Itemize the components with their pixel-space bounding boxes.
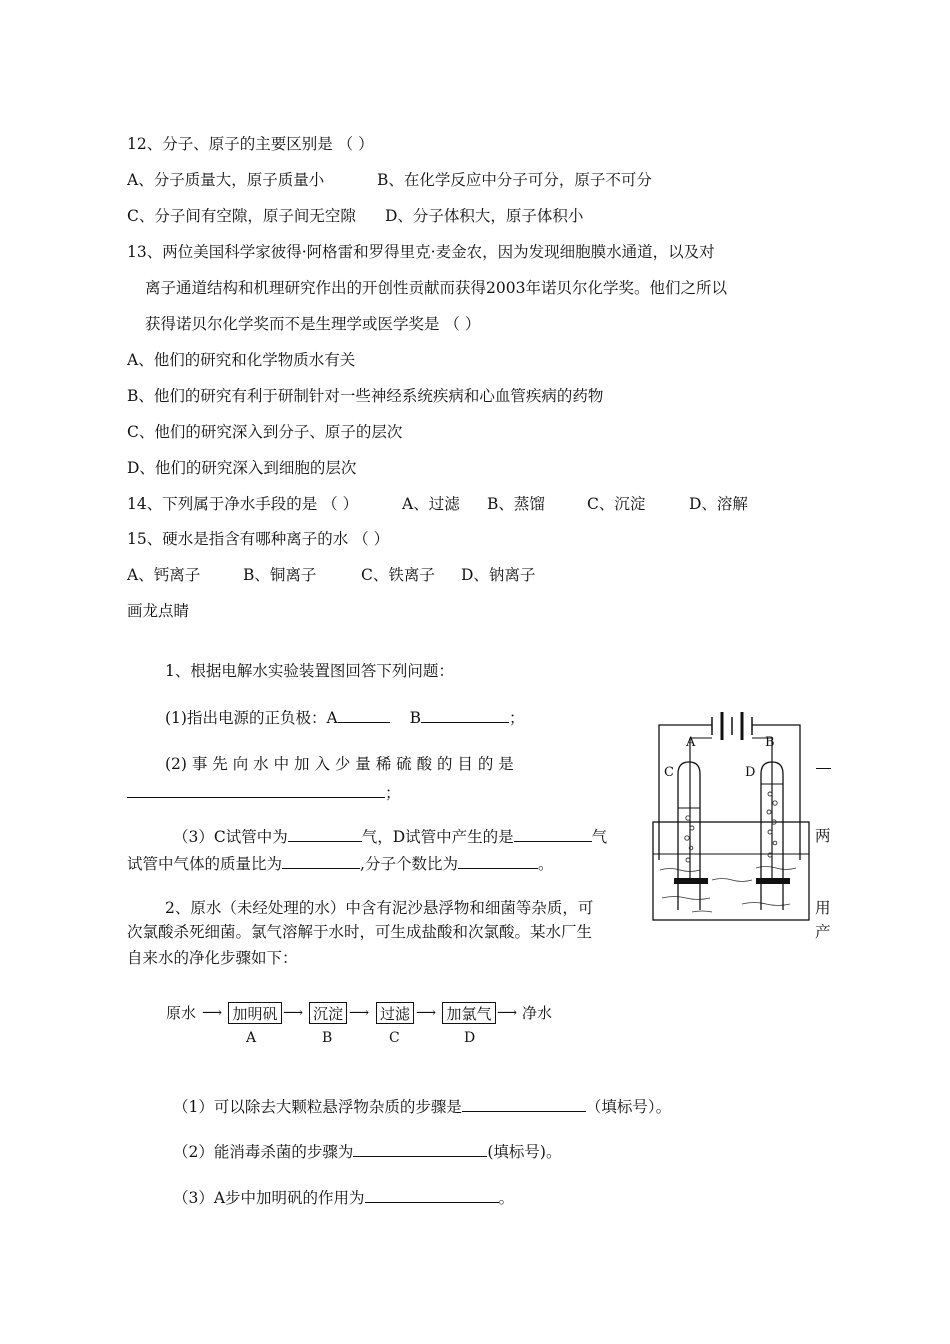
electrolysis-apparatus-svg [652, 710, 810, 922]
answer-blank-purpose[interactable] [127, 782, 385, 798]
q12-stem: 12、分子、原子的主要区别是 （ ） [127, 135, 374, 153]
flow-step-d: 加氯气 [442, 1002, 496, 1024]
electrode-right [756, 878, 790, 884]
q15-option-d: D、钠离子 [461, 566, 536, 584]
arrow-icon: ⟶ [349, 1005, 370, 1021]
arrow-icon: ⟶ [283, 1005, 304, 1021]
q13-line-3: 获得诺贝尔化学奖而不是生理学或医学奖是 （ ） [145, 315, 481, 333]
wire-right [752, 725, 800, 860]
q13-option-c: C、他们的研究深入到分子、原子的层次 [127, 423, 403, 441]
answer-blank-a[interactable] [338, 707, 390, 723]
q13-option-d: D、他们的研究深入到细胞的层次 [127, 459, 357, 477]
arrow-icon: ⟶ [202, 1005, 223, 1021]
answer-blank-count-ratio[interactable] [458, 853, 538, 869]
q13-option-b: B、他们的研究有利于研制针对一些神经系统疾病和心血管疾病的药物 [127, 387, 604, 405]
flow-start: 原水 [166, 1004, 197, 1022]
p2-line-2: 次氯酸杀死细菌。氯气溶解于水时，可生成盐酸和次氯酸。某水厂生 [127, 923, 593, 941]
purification-flow-diagram [166, 998, 566, 1050]
answer-blank-purpose-tail[interactable] [816, 768, 831, 769]
arrow-icon: ⟶ [416, 1005, 437, 1021]
water-ripples [660, 867, 796, 913]
p1-sub3-count-label: ,分子个数比为 [360, 855, 458, 873]
p1-sub3-end: 。 [537, 855, 554, 873]
p2-sub2-label: （2）能消毒杀菌的步骤为 [173, 1143, 354, 1161]
p2-line-2-right: 产 [815, 923, 831, 941]
arrow-icon: ⟶ [497, 1005, 518, 1021]
flow-letter-a: A [246, 1030, 257, 1046]
q14-option-d: D、溶解 [689, 495, 748, 513]
electrolysis-apparatus-diagram [652, 710, 810, 922]
p1-sub3-line2 [127, 853, 553, 874]
flow-step-b: 沉淀 [309, 1002, 347, 1024]
label-a: A [686, 735, 696, 750]
answer-blank-b[interactable] [421, 707, 509, 723]
section-title: 画龙点睛 [127, 602, 190, 620]
p1-sub3-label: （3）C试管中为 [173, 828, 288, 846]
p1-sub3-line1 [173, 826, 607, 847]
flow-step-c: 过滤 [376, 1002, 414, 1024]
q14-option-a: A、过滤 [402, 495, 460, 513]
p1-sub1 [165, 707, 525, 728]
q14-option-c: C、沉淀 [587, 495, 646, 513]
q15-option-a: A、钙离子 [127, 566, 201, 584]
p1-sub1-b-label: B [409, 709, 422, 727]
p1-sub2-text: (2) 事 先 向 水 中 加 入 少 量 稀 硫 酸 的 目 的 是 [165, 755, 514, 773]
p2-sub3-label: （3）A步中加明矾的作用为 [173, 1189, 365, 1207]
p1-stem: 1、根据电解水实验装置图回答下列问题： [165, 662, 454, 680]
q12-option-c: C、分子间有空隙，原子间无空隙 [127, 207, 356, 225]
test-tube-c [678, 762, 700, 910]
label-c: C [664, 765, 674, 780]
q12-option-d: D、分子体积大，原子体积小 [385, 207, 584, 225]
flow-letter-d: D [464, 1030, 476, 1046]
q13-option-a: A、他们的研究和化学物质水有关 [127, 351, 356, 369]
answer-blank-mass-ratio[interactable] [282, 853, 360, 869]
answer-blank-d-gas[interactable] [514, 826, 592, 842]
answer-blank-alum-purpose[interactable] [365, 1187, 499, 1203]
p1-sub3-mid: 气，D试管中产生的是 [361, 828, 514, 846]
p1-sub3-right: 两 [815, 827, 831, 845]
flow-step-a: 加明矾 [228, 1002, 282, 1024]
answer-blank-c-gas[interactable] [288, 826, 362, 842]
p1-sub1-label: (1)指出电源的正负极：A [165, 709, 338, 727]
answer-blank-large-particles[interactable] [462, 1096, 586, 1112]
q13-line-1: 13、两位美国科学家彼得·阿格雷和罗得里克·麦金农，因为发现细胞膜水通道，以及对 [127, 243, 715, 261]
p2-line-1-right: 用 [815, 899, 831, 917]
flow-letter-b: B [322, 1030, 333, 1046]
q14-option-b: B、蒸馏 [487, 495, 545, 513]
p2-sub2 [173, 1141, 561, 1162]
p2-sub1 [173, 1096, 671, 1117]
label-b: B [765, 735, 775, 750]
p2-sub3-end: 。 [498, 1189, 515, 1207]
p2-line-3: 自来水的净化步骤如下： [127, 949, 298, 967]
q14-stem: 14、下列属于净水手段的是 （ ） [127, 495, 359, 513]
q15-stem: 15、硬水是指含有哪种离子的水 （ ） [127, 530, 390, 548]
q12-option-b: B、在化学反应中分子可分，原子不可分 [377, 171, 652, 189]
q15-option-b: B、铜离子 [243, 566, 317, 584]
q15-option-c: C、铁离子 [361, 566, 435, 584]
p2-sub3 [173, 1187, 514, 1208]
p1-sub2-line2 [127, 782, 401, 803]
p2-sub1-label: （1）可以除去大颗粒悬浮物杂质的步骤是 [173, 1098, 462, 1116]
flow-letter-c: C [389, 1030, 400, 1046]
p1-sub3-mass-label: 试管中气体的质量比为 [127, 855, 283, 873]
q12-option-a: A、分子质量大，原子质量小 [127, 171, 325, 189]
p1-sub3-qi: 气 [591, 828, 608, 846]
p1-sub2-end: ； [385, 784, 401, 802]
p2-sub1-end: （填标号）。 [585, 1098, 672, 1116]
p2-line-1: 2、原水（未经处理的水）中含有泥沙悬浮物和细菌等杂质，可 [165, 899, 594, 917]
electrode-left [674, 878, 708, 884]
flow-end: 净水 [522, 1004, 553, 1022]
p2-sub2-end: (填标号)。 [487, 1143, 562, 1161]
q13-line-2: 离子通道结构和机理研究作出的开创性贡献而获得2003年诺贝尔化学奖。他们之所以 [145, 279, 727, 297]
answer-blank-disinfect[interactable] [353, 1141, 487, 1157]
label-d: D [745, 765, 756, 780]
p1-sub1-end: ； [509, 709, 525, 727]
